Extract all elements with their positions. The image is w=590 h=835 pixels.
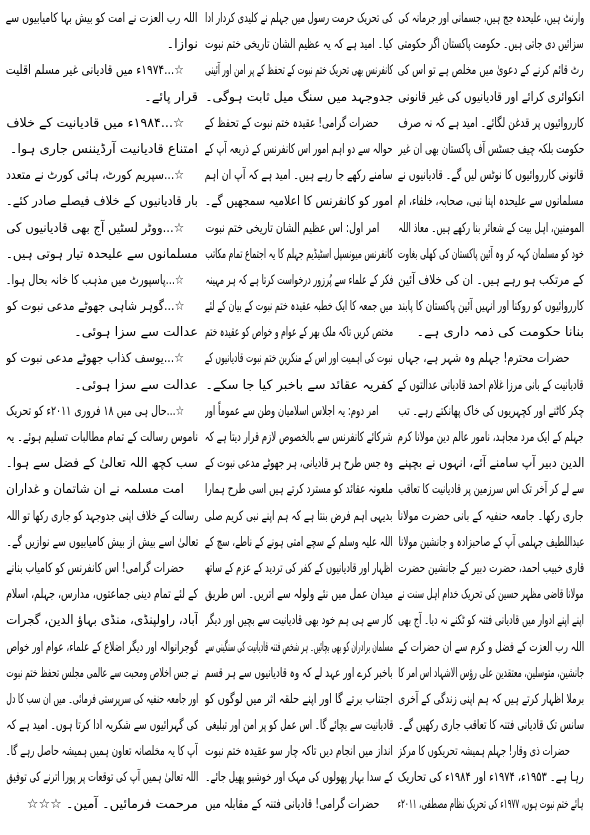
- text-line: اللہ رب العزت نے امت کو بیش بہا کامیابیوں سے: [6, 11, 198, 26]
- text-line: چکر کاٹنے اور کچہریوں کی خاک پھانکتے رہے۔ تب: [398, 403, 584, 419]
- text-line: عدالت سے سزا ہوئی۔: [74, 377, 198, 393]
- bullet-item-line: ☆...۱۹۷۴ء میں قادیانی غیر مسلم اقلیت: [6, 63, 184, 79]
- text-line: قرار پائے۔: [144, 89, 198, 105]
- text-line: عدالت سے سزا ہوئی۔: [74, 325, 198, 341]
- text-line: کارروائیوں کو روکنا اور انہیں آئین پاکستان کا پابند: [398, 299, 584, 315]
- text-column-3: [6, 6, 198, 830]
- text-line: انداز میں انجام دیں تاکہ چار سو عقیدہ ختم نبوت: [205, 744, 393, 760]
- text-line: آپ کا یہ مخلصانہ تعاون ہمیں ہمیشہ حاصل رہے گا۔: [6, 744, 198, 760]
- text-line: اپنے اپنے ادوار میں قادیانی فتنہ کو ٹکنے نہ دیا۔ آج بھی: [398, 613, 584, 629]
- text-line: سانس تک قادیانی فتنہ کا تعاقب جاری رکھیں گے۔: [398, 718, 584, 734]
- text-line: سامنے رکھے جا رہے ہیں۔ امید ہے کہ آپ ان اہم: [205, 168, 393, 184]
- text-line: المومنین، اہل بیت کے شعائر بنا رکھے ہیں۔ معاذ اللہ: [398, 220, 584, 236]
- text-line: امور کو کانفرنس کا اعلامیہ سمجھیں گے۔: [205, 194, 393, 210]
- paragraph-heading-line: حضرات گرامی! اس کانفرنس کو کامیاب بنانے: [6, 560, 184, 576]
- text-column-1: [398, 6, 584, 830]
- text-line: بنانا حکومت کی ذمہ داری ہے۔: [416, 325, 584, 341]
- text-line: کار سے ہی ہم خود بھی قادیانیت سے بچیں اور دیگر: [205, 613, 393, 629]
- text-line: کانفرنس بھی تحریک ختم نبوت کے تحفظ کے پر امن اور آئینی: [205, 63, 393, 79]
- text-line: کی تحریک حرمت رسول میں جہلم نے کلیدی کردار ادا: [205, 11, 393, 26]
- paragraph-heading-line: حضرات محترم! جہلم وہ شہر ہے، جہاں: [398, 351, 570, 367]
- text-line: جہلم کے ایک مرد مجاہد، نامور عالم دین مولانا کرم: [398, 430, 584, 445]
- bullet-item-line: ☆...گوہر شاہی جھوٹے مدعی نبوت کو: [6, 299, 184, 315]
- text-line: کیا۔ امید ہے کہ یہ عظیم الشان تاریخی ختم نبوت: [205, 37, 393, 53]
- bullet-item-line: ☆...ووٹر لسٹیں آج بھی قادیانیوں کی: [6, 220, 184, 236]
- text-line: نبوت کی اہمیت اور اس کے منکرین ختم نبوت قادیانیوں کے: [205, 351, 393, 367]
- text-line: ناموس رسالت کے تمام مطالبات تسلیم ہوئے۔ یہ: [6, 430, 198, 445]
- paragraph-heading-line: امر دوم: یہ اجلاس اسلامیان وطن سے عموماً اور: [205, 403, 379, 419]
- text-line: اور جامعہ حنفیہ کی سرپرستی فرمائی۔ میں ان سب کا دل: [6, 691, 198, 707]
- text-line: انکوائری کرائے اور قادیانیوں کی غیر قانونی: [398, 89, 584, 105]
- text-line: میدان عمل میں نئے ولولہ سے اتریں۔ اس طریق: [205, 587, 393, 603]
- paragraph-heading-line: حضرات گرامی! عقیدہ ختم نبوت کے تحفظ کے: [205, 115, 379, 131]
- text-line: مسلمانوں سے علیحدہ تیار ہوتی ہیں۔: [6, 246, 198, 262]
- text-line: حکومت بلکہ چیف جسٹس آف پاکستان بھی ان غیر: [398, 141, 584, 157]
- paragraph-heading-line: امر اول: اس عظیم الشان تاریخی ختم نبوت: [205, 220, 379, 236]
- bullet-item-line: ☆...۱۹۸۴ء میں قادیانیت کے خلاف: [6, 115, 184, 131]
- text-line: سب کچھ اللہ تعالیٰ کے فضل سے ہوا۔: [6, 456, 198, 472]
- paragraph-heading-line: حضرات گرامی! قادیانی فتنہ کے مقابلہ میں: [205, 796, 379, 812]
- text-line: کے سدا بہار پھولوں کی مہک اور خوشبو پھیل جائے۔: [205, 770, 393, 786]
- text-line: مرحمت فرمائیں۔ آمین۔ ☆☆☆: [26, 796, 198, 812]
- text-line: رٹ قائم کرنے کے دعویٰ میں مخلص ہے تو اس کی: [398, 63, 584, 79]
- text-line: کے مرتکب ہو رہے ہیں۔ ان کی خلاف آئین: [398, 272, 584, 288]
- text-line: مسلمان برادران کو بھی بچائیں۔ ہر شخص فتنہ قادیانیت کی سنگینی سے: [205, 639, 393, 655]
- text-line: جاری رکھا۔ جامعہ حنفیہ کے بانی حضرت مولانا: [398, 508, 584, 524]
- text-line: وہ جس طرح ہر قادیانی، ہر جھوٹے مدعی نبوت کے: [205, 456, 393, 472]
- text-line: اظہار اور قادیانیوں کے کفر کی تردید کے عزم کے ساتھ: [205, 560, 393, 576]
- text-line: خود کو مسلمان کہہ کر وہ آئین پاکستان کی کھلی بغاوت: [398, 246, 584, 262]
- text-line: وارنٹ ہیں، علیحدہ جج ہیں، جسمانی اور جرمانہ کی: [398, 11, 584, 26]
- text-line: ملعونہ عقائد کو مسترد کرتے ہیں اسی طرح ہمارا: [205, 482, 393, 498]
- text-line: کے لئے تمام دینی جماعتوں، مدارس، جہلم، اسلام: [6, 587, 198, 603]
- text-line: اللہ رب العزت کے فضل و کرم سے ان حضرات کے: [398, 639, 584, 655]
- text-line: شرکائے کانفرنس سے بالخصوص لازم قرار دیتا ہے کہ: [205, 430, 393, 445]
- text-line: حوالہ سے دو اہم امور اس کانفرنس کے ذریعہ آپ کے: [205, 141, 393, 157]
- text-line: ہائے ختم نبوت ہوں، ۱۹۷۷ء کی تحریک نظام مصطفی، ۲۰۱۱ء: [398, 796, 584, 812]
- text-line: مولانا قاضی مظہر حسین کی تحریک خدام اہل سنت نے: [398, 587, 584, 603]
- text-line: بار قادیانیوں کے خلاف فیصلے صادر کئے۔: [6, 194, 198, 210]
- text-line: الدین دبیر آپ سامنے آئے، انہوں نے بچپنے: [398, 456, 584, 472]
- paragraph-heading-line: حضرات ذی وقار! جہلم ہمیشہ تحریکوں کا مرکز: [398, 744, 570, 760]
- text-line: امتناع قادیانیت آرڈیننس جاری ہوا۔: [9, 141, 198, 157]
- text-line: آباد، راولپنڈی، منڈی بہاؤ الدین، گجرات: [6, 613, 198, 629]
- text-line: جانشین، متوسلین، معتقدین علی رؤس الاشہاد اس امر کا: [398, 665, 584, 681]
- text-line: تعالیٰ اسے بیش از بیش کامیابیوں سے نوازیں گے۔: [6, 534, 198, 550]
- text-line: کارروائیوں پر قدغن لگائے۔ امید ہے کہ نہ صرف: [398, 115, 584, 131]
- bullet-item-line: ☆...حال ہی میں ۱۸ فروری ۲۰۱۱ء کو تحریک: [6, 403, 184, 419]
- paragraph-heading-line: امت مسلمہ نے ان شاتمان و غداران: [6, 482, 184, 498]
- text-line: قادیانیت کے بانی مرزا غلام احمد قادیانی عدالتوں کے: [398, 377, 584, 393]
- text-line: نے جس اخلاص ومحبت سے عالمی مجلس تحفظ ختم نبوت: [6, 665, 198, 681]
- text-column-2: [205, 6, 393, 830]
- text-line: کی گہرائیوں سے شکریہ ادا کرتا ہوں۔ امید ہے کہ: [6, 718, 198, 734]
- text-line: قادیانیت سے بچائے گا۔ اس عمل کو پر امن اور تبلیغی: [205, 718, 393, 734]
- text-line: گوجرانوالہ اور دیگر اضلاع کے علماء، عوام اور خواص: [6, 639, 198, 655]
- text-line: اللہ علیہ وسلم کے سچے امتی ہونے کے ناطے، سچ کے: [205, 534, 393, 550]
- text-line: برملا اظہار کرتے ہیں کہ ہم اپنی زندگی کے آخری: [398, 691, 584, 707]
- text-line: رہا ہے۔ ۱۹۵۳ء، ۱۹۷۴ء اور ۱۹۸۴ء کی تحاریک: [398, 770, 584, 786]
- text-line: سزائیں دی جاتی ہیں۔ حکومت پاکستان اگر حکومتی: [398, 37, 584, 53]
- text-line: جدوجہد میں سنگ میل ثابت ہوگی۔: [205, 89, 393, 105]
- text-line: کفریہ عقائد سے باخبر کیا جا سکے۔: [205, 377, 393, 393]
- text-line: باخبر کرے اور عہد لے کہ وہ قادیانیوں سے ہر قسم: [205, 665, 393, 681]
- bullet-item-line: ☆...یوسف کذاب جھوٹے مدعی نبوت کو: [6, 351, 184, 367]
- text-line: عبداللطیف جہلمی آپ کے صاحبزادہ و جانشین مولانا: [398, 534, 584, 550]
- text-line: سے لے کر آخر تک اس سرزمین پر قادیانیت کا تعاقب: [398, 482, 584, 498]
- bullet-item-line: ☆...سپریم کورٹ، ہائی کورٹ نے متعدد: [6, 168, 184, 184]
- text-line: بدیہی اہم فرض بنتا ہے کہ ہم اپنے نبی کریم صلی: [205, 508, 393, 524]
- text-line: کانفرنس میونسپل اسٹیڈیم جہلم کا یہ اجتماع تمام مکاتب: [205, 246, 393, 262]
- text-line: اجتناب برتے گا اور اپنے حلقہ اثر میں لوگوں کو: [205, 691, 393, 707]
- text-line: رسالت کے خلاف اپنی جدوجہد کو جاری رکھا تو اللہ: [6, 508, 198, 524]
- text-line: مختص کریں تاکہ ملک بھر کے عوام و خواص کو عقیدہ ختم: [205, 325, 393, 341]
- text-line: میں جمعہ کا ایک خطبہ عقیدہ ختم نبوت کے بیان کے لئے: [205, 299, 393, 315]
- text-line: قاری خبیب احمد، حضرت دبیر کے جانشین حضرت: [398, 560, 584, 576]
- text-line: مسلمانوں سے علیحدہ اپنا نبی، صحابہ، خلفاء، ام: [398, 194, 584, 210]
- text-line: قانونی کارروائیوں کا نوٹس لیں گے۔ قادیانیوں نے: [398, 168, 584, 184]
- bullet-item-line: ☆...پاسپورٹ میں مذہب کا خانہ بحال ہوا۔: [6, 272, 184, 288]
- text-line: نوازا۔: [166, 37, 198, 53]
- text-line: فکر کے علماء سے پُرزور درخواست کرتا ہے کہ ہر مہینہ: [205, 272, 393, 288]
- text-line: اللہ تعالیٰ ہمیں آپ کی توقعات پر پورا اترنے کی توفیق: [6, 770, 198, 786]
